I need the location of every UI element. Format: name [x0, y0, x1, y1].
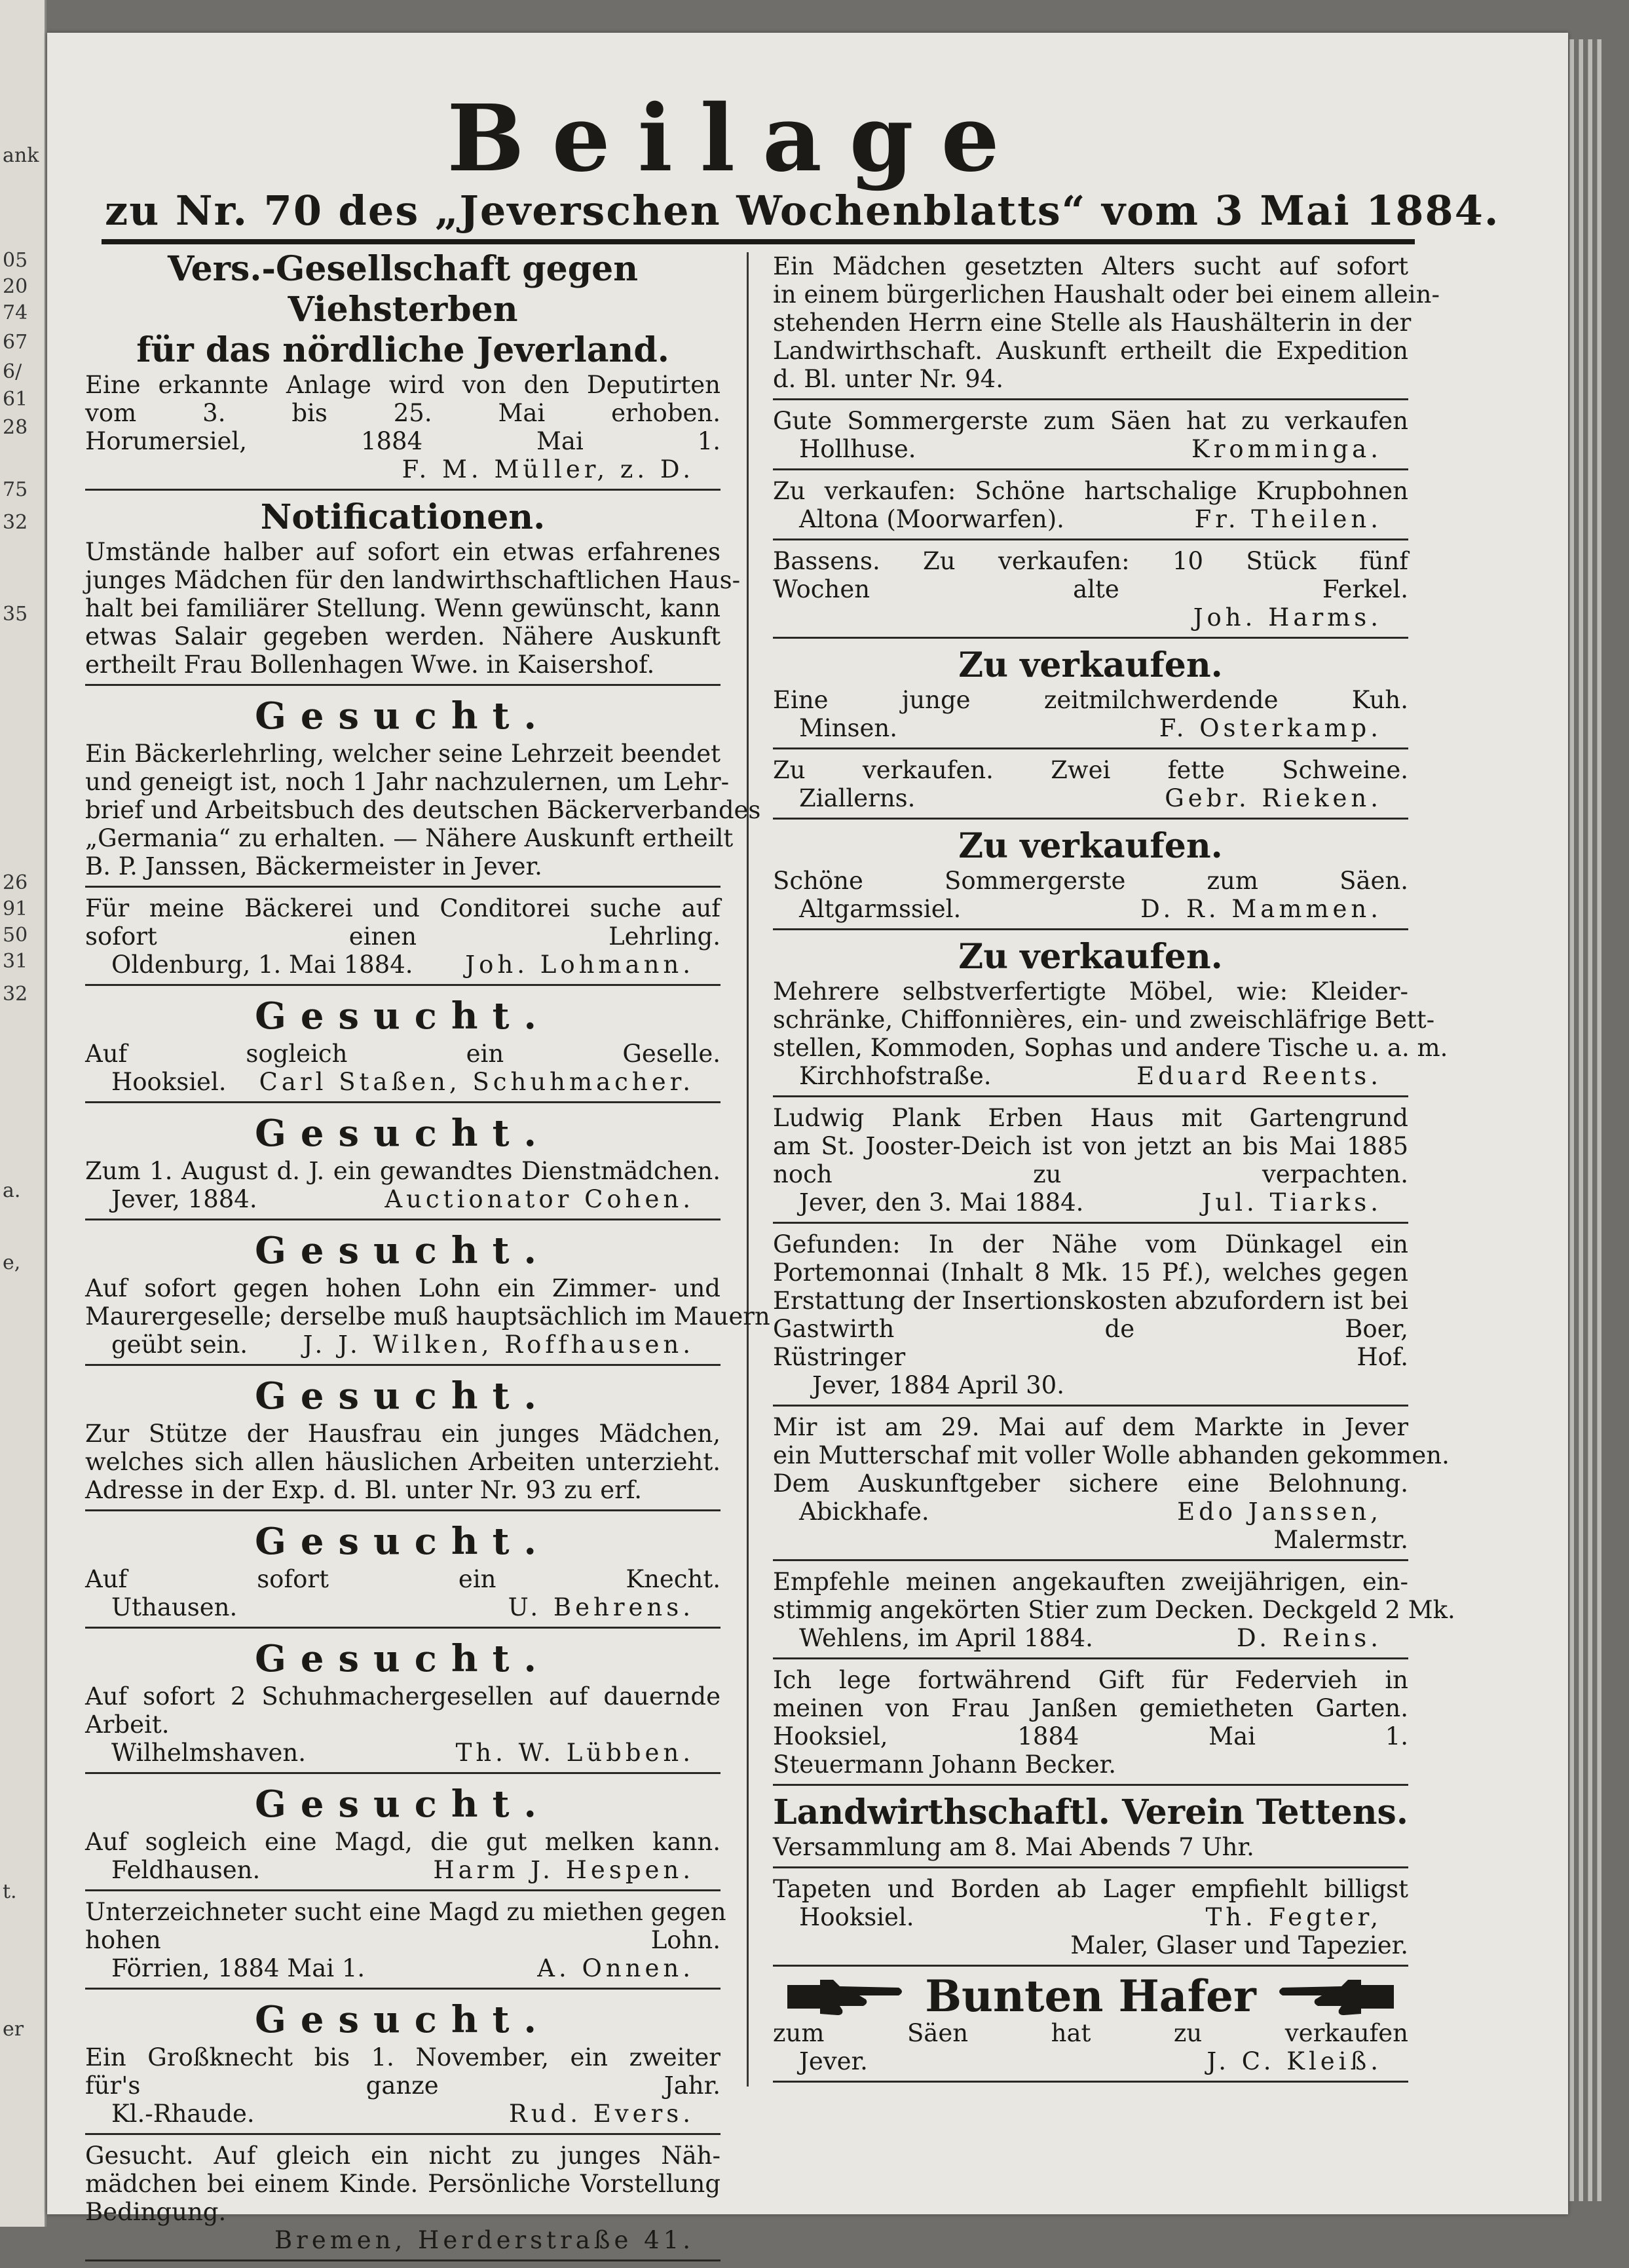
signature-place: Altona (Moorwarfen). [799, 505, 1064, 533]
advertisement [773, 937, 1448, 1097]
ad-text-line: Tapeten und Borden ab Lager empfiehlt billigst [773, 1875, 1408, 1903]
advertisement [85, 1898, 726, 1990]
ad-text-line: hohen Lohn. [85, 1926, 721, 1954]
ad-text-line: Adresse in der Exp. d. Bl. unter Nr. 93 zu erf. [85, 1476, 642, 1504]
signature-row [85, 2226, 721, 2254]
margin-fragment: 91 [3, 898, 28, 920]
signature-row [773, 714, 1408, 742]
ad-text-line: Dem Auskunftgeber sichere eine Belohnung. [773, 1469, 1408, 1498]
advertisement [85, 1372, 721, 1511]
left-column [85, 249, 770, 2268]
ad-text-line: Jever, 1884 April 30. [812, 1371, 1064, 1399]
signature-name: J. J. Wilken, Roffhausen. [303, 1331, 694, 1359]
signature-name: Joh. Lohmann. [465, 951, 694, 979]
page-stack-edge [1569, 39, 1574, 2201]
advertisement [85, 249, 721, 491]
margin-fragment: 6/ [3, 360, 22, 383]
ad-text-line: welches sich allen häuslichen Arbeiten unterzieht. [85, 1448, 721, 1476]
signature-row [85, 951, 721, 979]
ad-text-line: Bassens. Zu verkaufen: 10 Stück fünf [773, 547, 1408, 575]
signature-name: F. Osterkamp. [1159, 714, 1382, 742]
ad-text-line: Für meine Bäckerei und Conditorei suche auf [85, 894, 721, 922]
signature-name: Carl Staßen, Schuhmacher. [259, 1068, 694, 1096]
column-divider [747, 252, 749, 2087]
signature-row [773, 505, 1408, 533]
signature-name: Edo Janssen, [1177, 1498, 1382, 1526]
signature-place: Oldenburg, 1. Mai 1884. [111, 951, 413, 979]
ad-text-line: Mir ist am 29. Mai auf dem Markte in Jever [773, 1413, 1408, 1441]
margin-fragment: 31 [3, 950, 28, 973]
signature-place: Feldhausen. [111, 1856, 261, 1884]
ad-text-line: Maurergeselle; derselbe muß hauptsächlich im Mauern [85, 1302, 770, 1331]
signature-name: Krommingа. [1191, 435, 1382, 463]
advertisement [773, 1104, 1408, 1224]
margin-fragment: 20 [3, 275, 28, 298]
signature-place: Ziallerns. [799, 784, 916, 812]
gesucht-heading: Gesucht. [255, 1783, 551, 1826]
signature-place: Hollhuse. [799, 435, 916, 463]
signature-name: F. M. Müller, z. D. [402, 455, 694, 483]
signature-place: Minsen. [799, 714, 898, 742]
ad-text-line: Arbeit. [85, 1710, 170, 1739]
ad-text-line: junges Mädchen für den landwirthschaftlichen Haus- [85, 566, 741, 594]
advertisement [773, 1792, 1408, 1868]
ad-text-line: Empfehle meinen angekauften zweijährigen, ein- [773, 1568, 1408, 1596]
ad-text-line: noch zu verpachten. [773, 1160, 1408, 1188]
signature-row [773, 895, 1408, 923]
signature-name: Auctionator Cohen. [384, 1185, 694, 1213]
ad-text-line: Umstände halber auf sofort ein etwas erfahrenes [85, 538, 721, 566]
margin-fragment: t. [3, 1880, 17, 1903]
gesucht-heading: Gesucht. [255, 1374, 551, 1418]
ad-text-line: Ludwig Plank Erben Haus mit Gartengrund [773, 1104, 1408, 1132]
ad-text-line: Gefunden: In der Nähe vom Dünkagel ein [773, 1230, 1408, 1258]
margin-fragment: 32 [3, 983, 28, 1006]
page-stack-edge [1597, 39, 1601, 2201]
ad-text-line: Ein Mädchen gesetzten Alters sucht auf sofort [773, 252, 1408, 280]
ad-heading: Zu verkaufen. [958, 645, 1223, 685]
signature-name: J. C. Kleiß. [1207, 2047, 1382, 2075]
margin-fragment: 61 [3, 388, 28, 411]
signature-place: Kl.-Rhaude. [111, 2100, 255, 2128]
advertisement [85, 692, 761, 888]
ad-text-line: zum Säen hat zu verkaufen [773, 2019, 1408, 2047]
ad-text-line: Portemonnai (Inhalt 8 Mk. 15 Pf.), welches gegen [773, 1258, 1408, 1287]
signature-name: Rud. Evers. [508, 2100, 694, 2128]
ad-text-line: Mehrere selbstverfertigte Möbel, wie: Kleider- [773, 977, 1408, 1006]
ad-text-line: sofort einen Lehrling. [85, 922, 721, 951]
advertisement [773, 407, 1408, 470]
signature-place: Förrien, 1884 Mai 1. [111, 1954, 365, 1982]
signature-place: Jever, 1884. [111, 1185, 257, 1213]
advertisement [773, 1973, 1408, 2083]
ad-heading: für das nördliche Jeverland. [136, 330, 669, 370]
signature-name: Joh. Harms. [1193, 603, 1382, 632]
masthead-title: Beilage [447, 85, 1027, 193]
signature-place: Jever, den 3. Mai 1884. [799, 1188, 1084, 1217]
signature-place: Uthausen. [111, 1593, 238, 1621]
right-column [773, 252, 1455, 2089]
ad-text-line: Bedingung. [85, 2198, 227, 2226]
pointing-hand-right-icon [787, 1973, 905, 2019]
masthead-rule [102, 239, 1415, 244]
signature-row [773, 1498, 1408, 1526]
advertisement [85, 992, 721, 1103]
ad-text-line: ein Mutterschaf mit voller Wolle abhanden gekommen. [773, 1441, 1450, 1469]
signature-row [85, 1856, 721, 1884]
ad-text-line: Auf sogleich eine Magd, die gut melken kann. [85, 1828, 721, 1856]
ad-text-line: Zum 1. August d. J. ein gewandtes Dienstmädchen. [85, 1157, 721, 1185]
signature-row [85, 1739, 721, 1767]
ad-text-line: Erstattung der Insertionskosten abzufordern ist bei [773, 1287, 1408, 1315]
ad-text-line: Gesucht. Auf gleich ein nicht zu junges Näh- [85, 2142, 721, 2170]
margin-fragment: 35 [3, 603, 28, 626]
gesucht-heading: Gesucht. [255, 1998, 551, 2041]
masthead-subtitle: zu Nr. 70 des „Jeverschen Wochenblatts“ vom 3 Mai 1884. [105, 187, 1500, 235]
signature-name: Gebr. Rieken. [1165, 784, 1382, 812]
ad-text-line: Zu verkaufen: Schöne hartschalige Krupbohnen [773, 477, 1408, 505]
margin-fragment: a. [3, 1179, 21, 1202]
signature-place: geübt sein. [111, 1331, 248, 1359]
margin-fragment: er [3, 2018, 24, 2041]
signature-row [773, 2047, 1408, 2075]
signature-row [85, 1185, 721, 1213]
signature-place: Wilhelmshaven. [111, 1739, 306, 1767]
advertisement [773, 1230, 1408, 1407]
signature-name: A. Onnen. [537, 1954, 694, 1982]
ad-heading: Landwirthschaftl. Verein Tettens. [773, 1792, 1408, 1832]
signature-name: Fr. Theilen. [1194, 505, 1382, 533]
margin-fragment: 67 [3, 331, 28, 354]
ad-text-line: Horumersiel, 1884 Mai 1. [85, 427, 721, 455]
signature-place: Abickhafe. [799, 1498, 929, 1526]
ad-text-line: Versammlung am 8. Mai Abends 7 Uhr. [773, 1833, 1254, 1861]
signature-row [85, 1954, 721, 1982]
gesucht-heading: Gesucht. [255, 1112, 551, 1155]
ad-text-line: Landwirthschaft. Auskunft ertheilt die Expedition [773, 337, 1408, 365]
ad-text-line: brief und Arbeitsbuch des deutschen Bäckerverbandes [85, 796, 761, 824]
signature-row [85, 1068, 721, 1096]
ad-text-line: Schöne Sommergerste zum Säen. [773, 867, 1408, 895]
hafer-heading-row [773, 1971, 1408, 2022]
signature-place: Kirchhofstraße. [799, 1062, 992, 1090]
advertisement [85, 2142, 721, 2261]
margin-fragment: 50 [3, 924, 28, 947]
ad-text-line: in einem bürgerlichen Haushalt oder bei einem allein- [773, 280, 1440, 309]
ad-text-line: für's ganze Jahr. [85, 2071, 721, 2100]
ad-heading: Zu verkaufen. [958, 937, 1223, 977]
ad-text-line: Zur Stütze der Hausfrau ein junges Mädchen, [85, 1420, 721, 1448]
advertisement [773, 645, 1408, 749]
gesucht-heading: Gesucht. [255, 1229, 551, 1272]
advertisement [773, 1666, 1408, 1786]
margin-fragment: 74 [3, 301, 28, 324]
advertisement [85, 894, 721, 986]
margin-fragment: ank [3, 144, 39, 167]
signature-name: U. Behrens. [508, 1593, 694, 1621]
ad-text-line: Hooksiel, 1884 Mai 1. [773, 1722, 1408, 1750]
advertisement [773, 1875, 1408, 1967]
ad-text-line: etwas Salair gegeben werden. Nähere Auskunft [85, 622, 721, 651]
ad-text-line: ertheilt Frau Bollenhagen Wwe. in Kaisershof. [85, 651, 655, 679]
signature-place: Hooksiel. [111, 1068, 227, 1096]
ad-text-line: B. P. Janssen, Bäckermeister in Jever. [85, 852, 542, 880]
ad-text-line: Gastwirth de Boer, [773, 1315, 1408, 1343]
ad-text-line: halt bei familiärer Stellung. Wenn gewünscht, kann [85, 594, 721, 622]
signature-name: Th. Fegter, [1205, 1903, 1382, 1931]
signature-row [773, 1624, 1408, 1652]
advertisement [85, 1227, 770, 1366]
margin-fragment: e, [3, 1251, 21, 1274]
ad-text-line: vom 3. bis 25. Mai erhoben. [85, 399, 721, 427]
ad-text-line: Ein Großknecht bis 1. November, ein zweiter [85, 2043, 721, 2071]
ad-heading: Bunten Hafer [925, 1971, 1256, 2022]
ad-text-line: Ein Bäckerlehrling, welcher seine Lehrzeit beendet [85, 740, 721, 768]
advertisement [85, 1518, 721, 1629]
ad-text-line: Eine junge zeitmilchwerdende Kuh. [773, 686, 1408, 714]
ad-text-line: und geneigt ist, noch 1 Jahr nachzulernen, um Lehr- [85, 768, 730, 796]
signature-row [773, 1903, 1408, 1931]
signature-name: Eduard Reents. [1136, 1062, 1382, 1090]
signature-place: Jever. [799, 2047, 868, 2075]
advertisement [85, 497, 741, 686]
ad-text-line: Steuermann Johann Becker. [773, 1750, 1117, 1779]
ad-text-line: Auf sofort 2 Schuhmachergesellen auf dauernde [85, 1682, 721, 1710]
margin-fragment: 75 [3, 478, 28, 501]
page-stack-edge [1579, 39, 1583, 2201]
advertisement [773, 826, 1408, 930]
gesucht-heading: Gesucht. [255, 694, 551, 738]
ad-text-line: Auf sogleich ein Geselle. [85, 1040, 721, 1068]
ad-text-line: Auf sofort ein Knecht. [85, 1565, 721, 1593]
advertisement [85, 1781, 721, 1891]
ad-text-line: d. Bl. unter Nr. 94. [773, 365, 1003, 393]
signature-place: Hooksiel. [799, 1903, 914, 1931]
previous-page-edge [0, 0, 47, 2227]
signature-title: Malermstr. [1273, 1526, 1408, 1554]
ad-text-line: meinen von Frau Janßen gemietheten Garten. [773, 1694, 1408, 1722]
signature-place [773, 603, 799, 632]
advertisement [85, 1635, 721, 1774]
advertisement [85, 1996, 721, 2135]
advertisement [85, 1110, 721, 1220]
signature-name: D. Reins. [1236, 1624, 1382, 1652]
signature-name: Bremen, Herderstraße 41. [274, 2226, 694, 2254]
signature-row [773, 1062, 1408, 1090]
ad-text-line: Auf sofort gegen hohen Lohn ein Zimmer- und [85, 1274, 721, 1302]
page-stack-edge [1588, 39, 1592, 2201]
margin-fragment: 32 [3, 511, 28, 534]
margin-fragment: 05 [3, 249, 28, 272]
signature-title: Maler, Glaser und Tapezier. [1070, 1931, 1408, 1959]
ad-heading: Vers.-Gesellschaft gegen Viehsterben [168, 249, 638, 330]
gesucht-heading: Gesucht. [255, 1520, 551, 1563]
signature-row [773, 784, 1408, 812]
ad-text-line: mädchen bei einem Kinde. Persönliche Vorstellung [85, 2170, 721, 2198]
advertisement [773, 1413, 1450, 1561]
signature-row [85, 1593, 721, 1621]
ad-text-line: Rüstringer Hof. [773, 1343, 1408, 1371]
signature-place: Altgarmssiel. [799, 895, 962, 923]
ad-heading: Zu verkaufen. [958, 826, 1223, 866]
signature-place: Wehlens, im April 1884. [799, 1624, 1093, 1652]
ad-text-line: Eine erkannte Anlage wird von den Deputirten [85, 371, 721, 399]
advertisement [773, 477, 1408, 540]
signature-place [85, 2226, 111, 2254]
signature-name: Jul. Tiarks. [1201, 1188, 1382, 1217]
pointing-hand-left-icon [1276, 1973, 1394, 2019]
ad-text-line: am St. Jooster-Deich ist von jetzt an bis Mai 1885 [773, 1132, 1408, 1160]
gesucht-heading: Gesucht. [255, 994, 551, 1038]
ad-text-line: schränke, Chiffonnières, ein- und zweischläfrige Bett- [773, 1006, 1435, 1034]
signature-row [85, 1331, 721, 1359]
ad-text-line: Zu verkaufen. Zwei fette Schweine. [773, 756, 1408, 784]
signature-name: D. R. Mammen. [1140, 895, 1382, 923]
ad-text-line: stimmig angekörten Stier zum Decken. Deckgeld 2 Mk. [773, 1596, 1455, 1624]
ad-heading: Notificationen. [260, 497, 546, 537]
margin-fragment: 28 [3, 416, 28, 439]
ad-text-line: „Germania“ zu erhalten. — Nähere Auskunft ertheilt [85, 824, 734, 852]
signature-name: Th. W. Lübben. [455, 1739, 694, 1767]
signature-row [85, 2100, 721, 2128]
advertisement [773, 547, 1408, 639]
signature-name: Harm J. Hespen. [433, 1856, 694, 1884]
ad-text-line: stehenden Herrn eine Stelle als Haushälterin in der [773, 309, 1412, 337]
ad-text-line: Gute Sommergerste zum Säen hat zu verkaufen [773, 407, 1408, 435]
signature-place [85, 455, 111, 483]
signature-row [773, 603, 1408, 632]
signature-row [773, 1188, 1408, 1217]
signature-row [85, 455, 721, 483]
advertisement [773, 756, 1408, 820]
advertisement [773, 1568, 1455, 1659]
margin-fragment: 26 [3, 871, 28, 894]
ad-text-line: Ich lege fortwährend Gift für Federvieh in [773, 1666, 1408, 1694]
advertisement [773, 252, 1440, 400]
ad-text-line: Unterzeichneter sucht eine Magd zu miethen gegen [85, 1898, 726, 1926]
ad-text-line: Wochen alte Ferkel. [773, 575, 1408, 603]
gesucht-heading: Gesucht. [255, 1637, 551, 1680]
ad-text-line: stellen, Kommoden, Sophas und andere Tische u. a. m. [773, 1034, 1448, 1062]
signature-row [773, 435, 1408, 463]
